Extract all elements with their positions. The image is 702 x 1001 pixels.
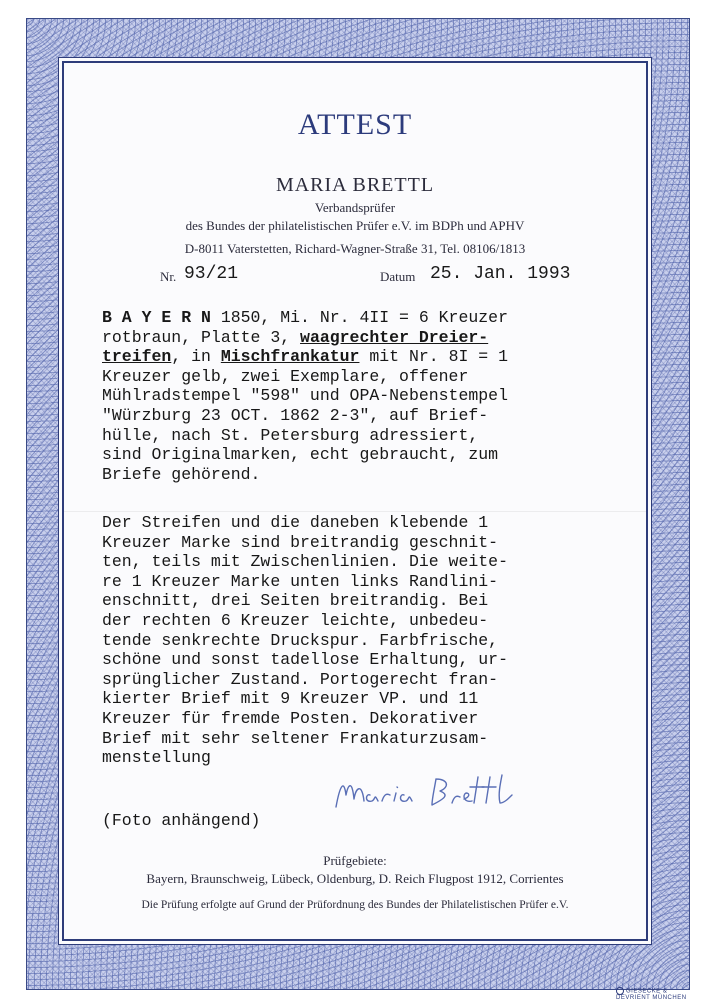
description-line: "Würzburg 23 OCT. 1862 2-3", auf Brief- [102, 405, 489, 425]
condition-line: re 1 Kreuzer Marke unten links Randlini- [102, 571, 499, 591]
condition-line: Kreuzer für fremde Posten. Dekorativer [102, 708, 479, 728]
issuer-name: MARIA BRETTL [275, 174, 435, 196]
expertise-areas-list: Bayern, Braunschweig, Lübeck, Oldenburg, D. Reich Flugpost 1912, Corrientes [146, 871, 564, 886]
certificate-date: 25. Jan. 1993 [430, 264, 571, 284]
stamp-country: B A Y E R N [102, 308, 211, 327]
emphasis-mixed-franking: Mischfrankatur [220, 347, 360, 367]
fold-line [64, 511, 646, 512]
condition-line: der rechten 6 Kreuzer leichte, unbedeu- [102, 610, 489, 630]
emphasis-strip: waagrechter Dreier- [300, 327, 489, 347]
description-line: rotbraun, Platte 3, [102, 327, 301, 347]
description-line: , in [171, 347, 221, 367]
description-line: Mühlradstempel "598" und OPA-Nebenstempel [102, 386, 508, 406]
description-line: hülle, nach St. Petersburg adressiert, [102, 425, 479, 445]
emphasis-strip-cont: treifen [102, 347, 172, 367]
condition-line: sprünglicher Zustand. Portogerecht fran- [102, 669, 499, 689]
description-line: Briefe gehörend. [102, 464, 261, 484]
condition-line: Der Streifen und die daneben klebende 1 [102, 513, 489, 532]
condition-line: tende senkrechte Druckspur. Farbfrische, [102, 630, 499, 650]
printer-imprint [616, 987, 696, 1001]
condition-line: enschnitt, drei Seiten breitrandig. Bei [102, 591, 489, 611]
certificate-number: 93/21 [184, 264, 239, 284]
condition-line: kierter Brief mit 9 Kreuzer VP. und 11 [102, 689, 479, 709]
description-line: sind Originalmarken, echt gebraucht, zum [102, 445, 499, 465]
condition-line: Kreuzer Marke sind breitrandig geschnit- [102, 532, 499, 552]
condition-paragraph [102, 513, 608, 768]
certificate-title: ATTEST [297, 108, 413, 141]
expertise-areas-title: Prüfgebiete: [323, 853, 387, 868]
legal-basis-note: Die Prüfung erfolgte auf Grund der Prüfordnung des Bundes der Philatelistischen Prüfer e.V. [141, 899, 569, 911]
handwritten-signature [332, 765, 552, 825]
condition-line: ten, teils mit Zwischenlinien. Die weite- [102, 552, 508, 572]
description-paragraph [102, 308, 608, 484]
printer-name: GIESECKE & DEVRIENT MÜNCHEN [616, 988, 687, 1001]
printer-logo-icon [616, 987, 624, 995]
condition-line: menstellung [102, 748, 211, 768]
issuer-role: Verbandsprüfer [314, 200, 396, 215]
photo-attached-note: (Foto anhängend) [102, 811, 261, 830]
certificate-sheet [4, 4, 696, 1001]
certificate-number-label: Nr. [160, 269, 177, 284]
issuer-association: des Bundes der philatelistischen Prüfer e.V. im BDPh und APHV [185, 218, 525, 233]
issuer-address: D-8011 Vaterstetten, Richard-Wagner-Straße 31, Tel. 08106/1813 [184, 241, 526, 256]
description-line: Kreuzer gelb, zwei Exemplare, offener [102, 366, 469, 386]
condition-line: schöne und sonst tadellose Erhaltung, ur- [102, 650, 508, 670]
certificate-date-label: Datum [380, 269, 416, 284]
certificate-frame [62, 61, 648, 941]
description-line: mit Nr. 8I = 1 [359, 347, 508, 367]
condition-line: Brief mit sehr seltener Frankaturzusam- [102, 728, 489, 748]
description-line: 1850, Mi. Nr. 4II = 6 Kreuzer [210, 308, 508, 327]
